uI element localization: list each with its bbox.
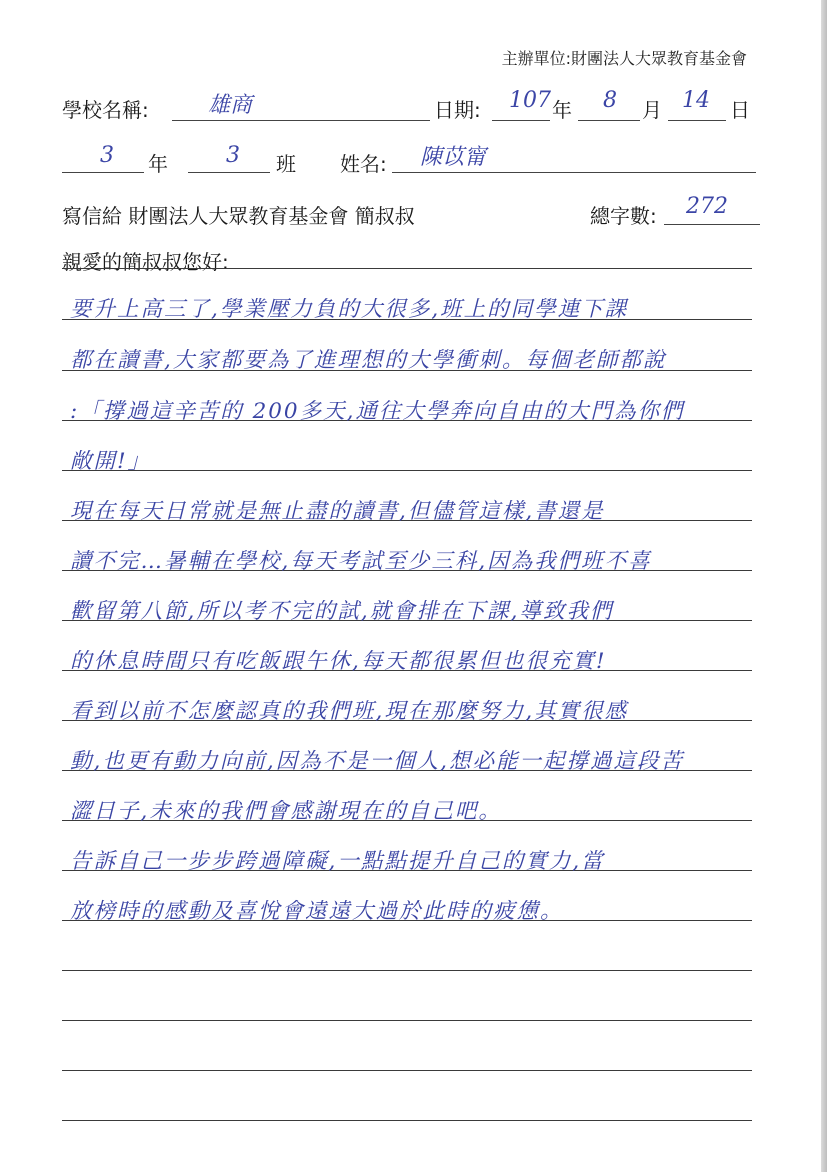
letter-line: 放榜時的感動及喜悅會遠遠大過於此時的疲憊。 — [70, 899, 564, 924]
date-month-underline — [578, 120, 640, 121]
class-value: 3 — [226, 143, 240, 168]
letter-line: 歡留第八節,所以考不完的試,就會排在下課,導致我們 — [70, 599, 614, 624]
greeting: 親愛的簡叔叔您好: — [62, 250, 229, 274]
ruled-line — [62, 1120, 752, 1121]
date-day-value: 14 — [682, 88, 710, 113]
grade-underline — [62, 172, 144, 173]
date-year-value: 107 — [509, 88, 551, 113]
ruled-line — [62, 970, 752, 971]
school-name-label: 學校名稱: — [62, 98, 149, 122]
grade-label: 年 — [148, 152, 168, 176]
school-name-underline — [172, 120, 430, 121]
letter-line: 都在讀書,大家都要為了進理想的大學衝刺。每個老師都說 — [70, 348, 667, 373]
school-name-value: 雄商 — [207, 93, 252, 118]
date-label: 日期: — [434, 98, 481, 122]
ruled-line — [62, 268, 752, 269]
letter-line: 看到以前不怎麼認真的我們班,現在那麼努力,其實很感 — [70, 699, 629, 724]
date-year-underline — [492, 120, 550, 121]
ruled-line — [62, 1020, 752, 1021]
letter-line: 動,也更有動力向前,因為不是一個人,想必能一起撐過這段苦 — [70, 749, 685, 774]
addressee-line: 寫信給 財團法人大眾教育基金會 簡叔叔 — [62, 204, 415, 228]
student-name-label: 姓名: — [340, 152, 387, 176]
organizer-label: 主辦單位:財團法人大眾教育基金會 — [501, 49, 747, 68]
ruled-line — [62, 1070, 752, 1071]
letter-line: 讀不完…暑輔在學校,每天考試至少三科,因為我們班不喜 — [70, 549, 652, 574]
scan-edge-shadow — [821, 0, 827, 1172]
date-day-underline — [668, 120, 726, 121]
letter-line: 澀日子,未來的我們會感謝現在的自己吧。 — [70, 799, 502, 824]
class-underline — [188, 172, 270, 173]
word-count-value: 272 — [686, 194, 728, 219]
word-count-underline — [664, 224, 760, 225]
word-count-label: 總字數: — [590, 204, 657, 228]
letter-line: 要升上高三了,學業壓力負的大很多,班上的同學連下課 — [70, 297, 629, 322]
class-label: 班 — [276, 152, 296, 176]
date-day-label: 日 — [730, 98, 750, 122]
date-year-label: 年 — [552, 98, 572, 122]
letter-line: 現在每天日常就是無止盡的讀書,但儘管這樣,書還是 — [70, 499, 605, 524]
grade-value: 3 — [100, 143, 114, 168]
letter-line: 的休息時間只有吃飯跟午休,每天都很累但也很充實! — [70, 649, 607, 674]
letter-line: 敞開!」 — [70, 449, 152, 474]
student-name-underline — [392, 172, 756, 173]
student-name-value: 陳苡甯 — [419, 145, 486, 170]
letter-line: :「撐過這辛苦的 200多天,通往大學奔向自由的大門為你們 — [70, 399, 685, 424]
letter-line: 告訴自己一步步跨過障礙,一點點提升自己的實力,當 — [70, 849, 605, 874]
date-month-value: 8 — [603, 88, 617, 113]
date-month-label: 月 — [642, 98, 662, 122]
